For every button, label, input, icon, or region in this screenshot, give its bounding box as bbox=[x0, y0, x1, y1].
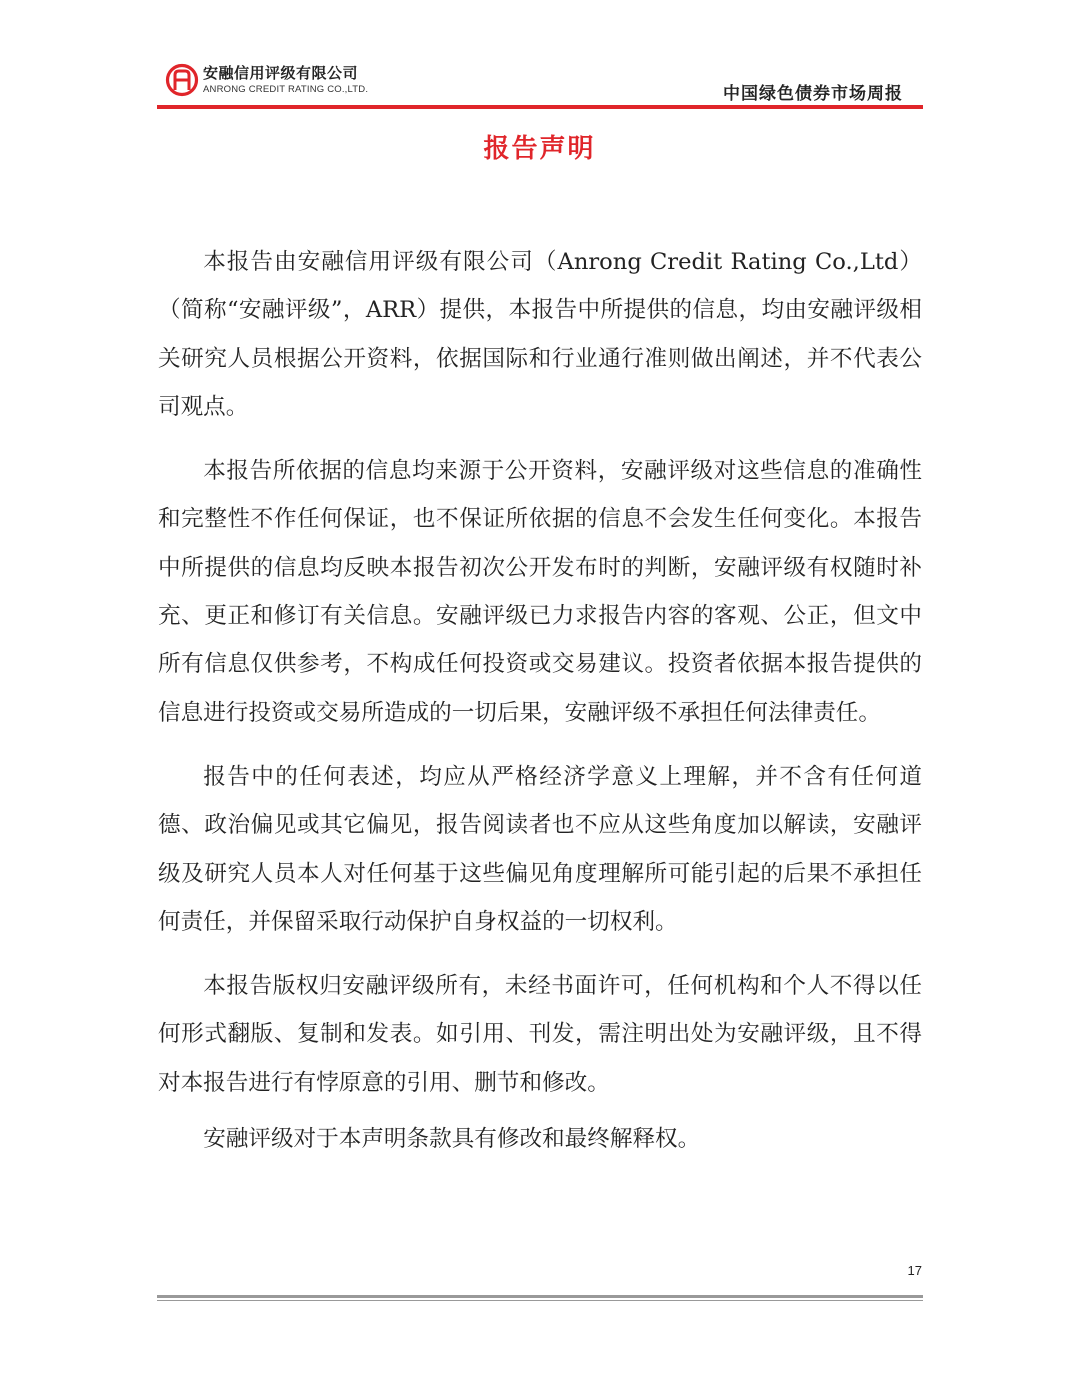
report-name: 中国绿色债券市场周报 bbox=[723, 84, 903, 104]
page-title: 报告声明 bbox=[483, 134, 596, 164]
company-name-en: ANRONG CREDIT RATING CO.,LTD. bbox=[203, 84, 369, 95]
footer-divider-thin bbox=[157, 1300, 923, 1301]
paragraph: 安融评级对于本声明条款具有修改和最终解释权。 bbox=[203, 1126, 701, 1153]
paragraph: 本报告由安融信用评级有限公司（Anrong Credit Rating Co.,Ltd）（简称“安融评级”，ARR）提供，本报告中所提供的信息，均由安融评级相关研究人员根据公开资料，依据国际和行业通行准则做出阐述，并不代表公司观点。 bbox=[158, 249, 922, 420]
company-name-cn: 安融信用评级有限公司 bbox=[203, 64, 359, 82]
page-header bbox=[157, 58, 923, 110]
page-number: 17 bbox=[907, 1263, 922, 1278]
anrong-logo-icon bbox=[165, 63, 199, 97]
statement-body bbox=[158, 238, 922, 1163]
paragraph: 报告中的任何表述，均应从严格经济学意义上理解，并不含有任何道德、政治偏见或其它偏见，报告阅读者也不应从这些角度加以解读，安融评级及研究人员本人对任何基于这些偏见角度理解所可能引起的后果不承担任何责任，并保留采取行动保护自身权益的一切权利。 bbox=[158, 763, 922, 935]
paragraph: 本报告版权归安融评级所有，未经书面许可，任何机构和个人不得以任何形式翻版、复制和发表。如引用、刊发，需注明出处为安融评级，且不得对本报告进行有悖原意的引用、删节和修改。 bbox=[158, 973, 922, 1096]
header-divider bbox=[157, 105, 923, 109]
paragraph: 本报告所依据的信息均来源于公开资料，安融评级对这些信息的准确性和完整性不作任何保证，也不保证所依据的信息不会发生任何变化。本报告中所提供的信息均反映本报告初次公开发布时的判断，安融评级有权随时补充、更正和修订有关信息。安融评级已力求报告内容的客观、公正，但文中所有信息仅供参考，不构成任何投资或交易建议。投资者依据本报告提供的信息进行投资或交易所造成的一切后果，安融评级不承担任何法律责任。 bbox=[158, 458, 922, 726]
footer-divider bbox=[157, 1295, 923, 1298]
company-logo bbox=[157, 58, 417, 98]
